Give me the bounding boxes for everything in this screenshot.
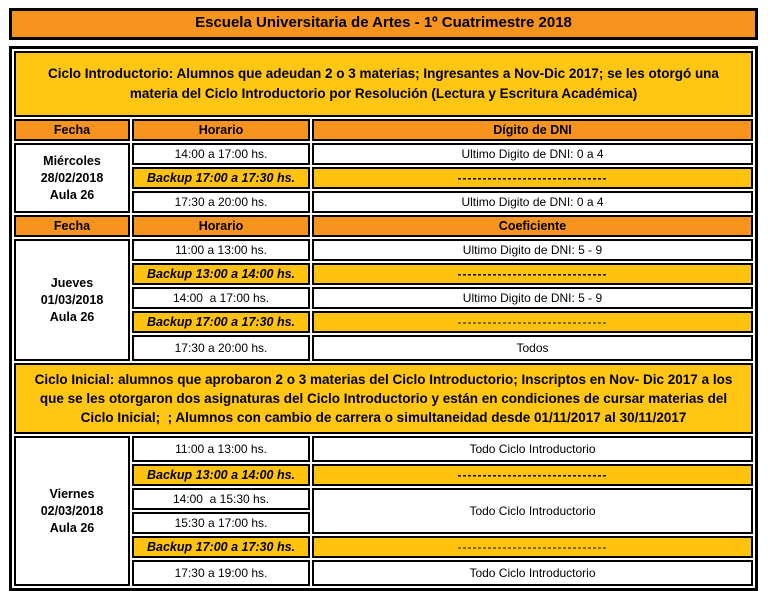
time-slot-cell: 17:30 a 20:00 hs. xyxy=(132,335,310,361)
time-slot-cell: 11:00 a 13:00 hs. xyxy=(132,239,310,261)
backup-time-slot-cell: Backup 17:00 a 17:30 hs. xyxy=(132,167,310,189)
column-header-horario: Horario xyxy=(132,215,310,237)
date-line: Aula 26 xyxy=(49,520,95,535)
detail-cell: Ultimo Digito de DNI: 0 a 4 xyxy=(312,143,753,165)
time-slot-cell: 17:30 a 20:00 hs. xyxy=(132,191,310,213)
date-line: Viernes xyxy=(49,486,95,501)
banner-ciclo-introductorio: Ciclo Introductorio: Alumnos que adeudan 2 o 3 materias; Ingresantes a Nov-Dic 2017; se les otorgó una materia del Ciclo Introductorio por Resolución (Lectura y Escritura Académica) xyxy=(14,51,753,117)
detail-cell: Todo Ciclo Introductorio xyxy=(312,436,753,462)
backup-time-slot-cell: Backup 17:00 a 17:30 hs. xyxy=(132,536,310,558)
date-line: 02/03/2018 xyxy=(40,503,104,518)
column-header-horario: Horario xyxy=(132,119,310,141)
backup-time-slot-cell: Backup 17:00 a 17:30 hs. xyxy=(132,311,310,333)
column-header-digito-de-dni: Dígito de DNI xyxy=(312,119,753,141)
time-slot-cell: 14:00 a 17:00 hs. xyxy=(132,143,310,165)
date-line: Miércoles xyxy=(43,153,101,168)
date-cell xyxy=(14,239,130,361)
dashes-cell: ------------------------------ xyxy=(312,536,753,558)
backup-time-slot-cell: Backup 13:00 a 14:00 hs. xyxy=(132,263,310,285)
detail-cell: Ultimo Digito de DNI: 0 a 4 xyxy=(312,191,753,213)
time-slot-cell: 15:30 a 17:00 hs. xyxy=(132,512,310,534)
page-title: Escuela Universitaria de Artes - 1º Cuatrimestre 2018 xyxy=(9,8,758,40)
schedule-table xyxy=(9,46,758,591)
dashes-cell: ------------------------------ xyxy=(312,263,753,285)
detail-cell: Todos xyxy=(312,335,753,361)
dashes-cell: ------------------------------ xyxy=(312,464,753,486)
date-cell xyxy=(14,143,130,213)
time-slot-cell: 14:00 a 17:00 hs. xyxy=(132,287,310,309)
banner-ciclo-inicial: Ciclo Inicial: alumnos que aprobaron 2 o 3 materias del Ciclo Introductorio; Inscriptos en Nov- Dic 2017 a los que se les otorgaron dos asignaturas del Ciclo Introductorio y están en condiciones de cursar materias del Ciclo Inicial; ; Alumnos con cambio de carrera o simultaneidad desde 01/11/2017 al 30/11/2017 xyxy=(14,363,753,434)
dashes-cell: ------------------------------ xyxy=(312,167,753,189)
date-line: 01/03/2018 xyxy=(40,292,104,307)
date-line: 28/02/2018 xyxy=(40,170,104,185)
dashes-cell: ------------------------------ xyxy=(312,311,753,333)
detail-cell: Todo Ciclo Introductorio xyxy=(312,488,753,534)
time-slot-cell: 11:00 a 13:00 hs. xyxy=(132,436,310,462)
time-slot-cell: 14:00 a 15:30 hs. xyxy=(132,488,310,510)
date-cell xyxy=(14,436,130,586)
backup-time-slot-cell: Backup 13:00 a 14:00 hs. xyxy=(132,464,310,486)
detail-cell: Ultimo Digito de DNI: 5 - 9 xyxy=(312,239,753,261)
date-line: Aula 26 xyxy=(49,309,95,324)
detail-cell: Todo Ciclo Introductorio xyxy=(312,560,753,586)
column-header-fecha: Fecha xyxy=(14,119,130,141)
time-slot-cell: 17:30 a 19:00 hs. xyxy=(132,560,310,586)
column-header-fecha: Fecha xyxy=(14,215,130,237)
date-line: Jueves xyxy=(50,275,94,290)
detail-cell: Ultimo Digito de DNI: 5 - 9 xyxy=(312,287,753,309)
date-line: Aula 26 xyxy=(49,187,95,202)
column-header-coeficiente: Coeficiente xyxy=(312,215,753,237)
schedule-table-body xyxy=(14,51,753,586)
